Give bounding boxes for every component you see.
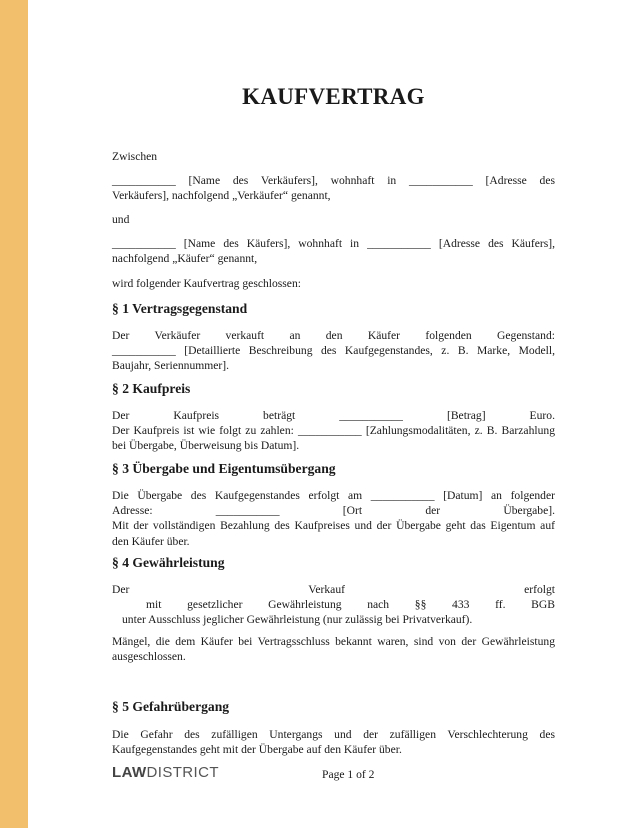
section-4-option-2: unter Ausschluss jeglicher Gewährleistung (nur zulässig bei Privatverkauf). [122, 613, 473, 627]
section-5-body [112, 727, 555, 757]
section-4-heading: § 4 Gewährleistung [112, 555, 225, 570]
section-2-body [112, 408, 555, 454]
section-1-body [112, 328, 555, 374]
buyer-line-2: nachfolgend „Käufer“ genannt, [112, 252, 258, 266]
closing-sentence: wird folgender Kaufvertrag geschlossen: [112, 277, 301, 290]
section-3-line-3: Mit der vollständigen Bezahlung des Kaufpreises und der Übergabe geht das Eigentum auf [112, 519, 555, 533]
section-2-heading: § 2 Kaufpreis [112, 381, 191, 396]
section-4-para2-line-1: Mängel, die dem Käufer bei Vertragsschluss bekannt waren, sind von der Gewährleistung [112, 635, 555, 648]
section-2-line-1: Der Kaufpreis beträgt ___________ [Betrag] Euro. [112, 409, 555, 422]
section-4-para2-line-2: ausgeschlossen. [112, 650, 186, 664]
section-3-line-1: Die Übergabe des Kaufgegenstandes erfolgt am ___________ [Datum] an folgender [112, 489, 555, 502]
section-3-body [112, 488, 555, 549]
logo-law: LAW [112, 764, 147, 781]
section-5-heading: § 5 Gefahrübergang [112, 699, 230, 714]
accent-stripe [0, 0, 28, 828]
section-3-line-4: den Käufer über. [112, 534, 190, 548]
buyer-line-1: ___________ [Name des Käufers], wohnhaft in ___________ [Adresse des Käufers], [112, 237, 555, 250]
section-1-line-1: Der Verkäufer verkauft an den Käufer folgenden Gegenstand: [112, 329, 555, 342]
lawdistrict-logo [112, 764, 219, 781]
page-number: Page 1 of 2 [322, 768, 375, 781]
intro-zwischen: Zwischen [112, 150, 158, 163]
intro-und: und [112, 213, 130, 226]
section-4-body [112, 582, 555, 628]
document-title: KAUFVERTRAG [242, 84, 425, 109]
section-2-line-3: bei Übergabe, Überweisung bis Datum]. [112, 439, 300, 453]
buyer-paragraph [112, 236, 555, 266]
seller-paragraph [112, 173, 555, 203]
section-2-line-2: Der Kaufpreis ist wie folgt zu zahlen: ___________ [Zahlungsmodalitäten, z. B. Barzahlung [112, 424, 555, 438]
section-1-line-3: Baujahr, Seriennummer]. [112, 359, 230, 373]
section-3-heading: § 3 Übergabe und Eigentumsübergang [112, 461, 336, 476]
section-4-option-1: mit gesetzlicher Gewährleistung nach §§ 433 ff. BGB [146, 598, 555, 612]
seller-line-2: Verkäufers], nachfolgend „Verkäufer“ genannt, [112, 189, 331, 203]
section-4-line-1: Der Verkauf erfolgt [112, 583, 555, 596]
section-4-paragraph-2 [112, 634, 555, 664]
section-1-heading: § 1 Vertragsgegenstand [112, 301, 248, 316]
section-5-line-2: Kaufgegenstandes geht mit der Übergabe auf den Käufer über. [112, 743, 402, 757]
logo-district: DISTRICT [146, 764, 219, 781]
section-1-line-2: ___________ [Detaillierte Beschreibung des Kaufgegenstandes, z. B. Marke, Modell, [112, 344, 555, 358]
section-3-line-2: Adresse: ___________ [Ort der Übergabe]. [112, 504, 555, 518]
section-5-line-1: Die Gefahr des zufälligen Untergangs und der zufälligen Verschlechterung des [112, 728, 555, 741]
seller-line-1: ___________ [Name des Verkäufers], wohnhaft in ___________ [Adresse des [112, 174, 555, 187]
